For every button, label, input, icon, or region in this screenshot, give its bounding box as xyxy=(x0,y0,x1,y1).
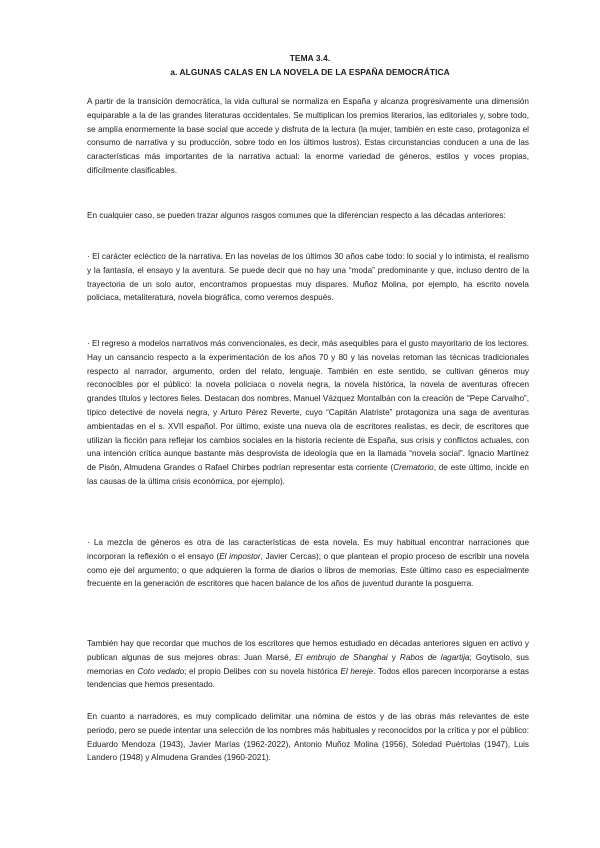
book-title-el-impostor: El impostor xyxy=(219,551,261,561)
document-subtitle: a. ALGUNAS CALAS EN LA NOVELA DE LA ESPAÑA DEMOCRÁTICA xyxy=(170,67,450,77)
text-run: , Javier Cercas); o que plantean el propio proceso de escribir una novela como eje del argumento; o que adquieren la forma de diarios o libros de memorias. Este último caso es especialmente frecuente en la generación de escritores que hacen balance de los años de juventud durante la posguerra. xyxy=(87,551,530,589)
paragraph-recordar xyxy=(87,637,529,692)
paragraph-mezcla xyxy=(87,536,529,591)
book-title-el-hereje: El hereje xyxy=(340,666,374,676)
text-run: · La mezcla de géneros es otra de las características de esta novela. Es muy habitual encontrar narraciones que incorporan la reflexión o el ensayo ( xyxy=(87,538,529,561)
document-title: TEMA 3.4. xyxy=(289,53,331,63)
book-title-crematorio: Crematorio xyxy=(393,463,434,473)
paragraph-rasgos: En cualquier caso, se pueden trazar algunos rasgos comunes que la diferencian respecto a las décadas anteriores: xyxy=(87,211,506,220)
text-run: ; Goytisolo, sus memorias en xyxy=(87,652,529,676)
paragraph-regreso xyxy=(87,337,529,489)
book-title-el-embrujo-de-shanghai: El embrujo de Shanghai xyxy=(295,652,388,662)
text-run: · El regreso a modelos narrativos más convencionales, es decir, más asequibles para el gusto mayoritario de los lectores. Hay un cansancio respecto a la experimentación de los años 70 y 80 y las novelas retoman las técnicas tradicionales respecto al narrador, argumento, orden del relato, lenguaje. También en este sentido, se cultivan géneros muy reconocibles por el público: la novela policiaca o novela negra, la novela histórica, la novela de aventuras ofrecen grandes títulos y lectores fieles. Destacan dos nombres, Manuel Vázquez Montalbán con la creación de “Pepe Carvalho”, típico detective de novela negra, y Arturo Pérez Reverte, cuyo “Capitán Alatriste” protagoniza una saga de aventuras ambientadas en el s. XVII español. Por último, existe una nueva ola de escritores realistas, es decir, de escritores que utilizan la ficción para reflejar los cambios sociales en la historia reciente de España, sus crisis y conflictos actuales, con una intención crítica aunque bastante más desprovista de ideología que en la llamada “novela social”. Ignacio Martínez de Pisón, Almudena Grandes o Rafael Chirbes podrían representar esta corriente ( xyxy=(87,339,529,473)
book-title-rabos-de-lagartija: Rabos de lagartija xyxy=(399,652,470,662)
text-run: ; el propio Delibes con su novela histórica xyxy=(184,666,341,676)
paragraph-eclectico: · El carácter ecléctico de la narrativa. En las novelas de los últimos 30 años cabe todo: lo social y lo intimista, el realismo y la fantasía, el ensayo y la aventura. Se puede decir que no hay una “moda” predominante y que, incluso dentro de la trayectoria de un solo autor, encontramos propuestas muy dispares. Muñoz Molina, por ejemplo, ha escrito novela policiaca, metaliteratura, novela biográfica, como veremos después. xyxy=(87,252,529,303)
text-run: , de este último, incide en las causas de la última crisis económica, por ejemplo). xyxy=(87,463,529,486)
text-run: y xyxy=(387,652,400,662)
text-run: También hay que recordar que muchos de los escritores que hemos estudiado en décadas anteriores siguen en activo y publican algunas de sus mejores obras: Juan Marsé, xyxy=(87,639,529,662)
text-run: . Todos ellos parecen incorporarse a estas tendencias que hemos presentado. xyxy=(87,666,529,690)
paragraph-intro: A partir de la transición democrática, la vida cultural se normaliza en España y alcanza progresivamente una dimensión equiparable a la de las grandes literaturas occidentales. Se multiplican los premios literarios, las editoriales y, sobre todo, se amplía enormemente la base social que accede y disfruta de la lectura (la mujer, también en este caso, protagoniza el consumo de narrativa y su producción, sobre todo en los últimos lustros). Estas circunstancias conducen a una de las características más importantes de la narrativa actual: la enorme variedad de géneros, estilos y voces propias, difícilmente clasificables. xyxy=(87,97,529,175)
paragraph-narradores: En cuanto a narradores, es muy complicado delimitar una nómina de estos y de las obras más relevantes de este periodo, pero se puede intentar una selección de los nombres más habituales y reconocidos por la crítica y por el público: Eduardo Mendoza (1943), Javier Marías (1962-2022), Antonio Muñoz Molina (1956), Soledad Puértolas (1947), Luis Landero (1948) y Almudena Grandes (1960-2021). xyxy=(87,712,529,763)
book-title-coto-vedado: Coto vedado xyxy=(137,666,185,676)
